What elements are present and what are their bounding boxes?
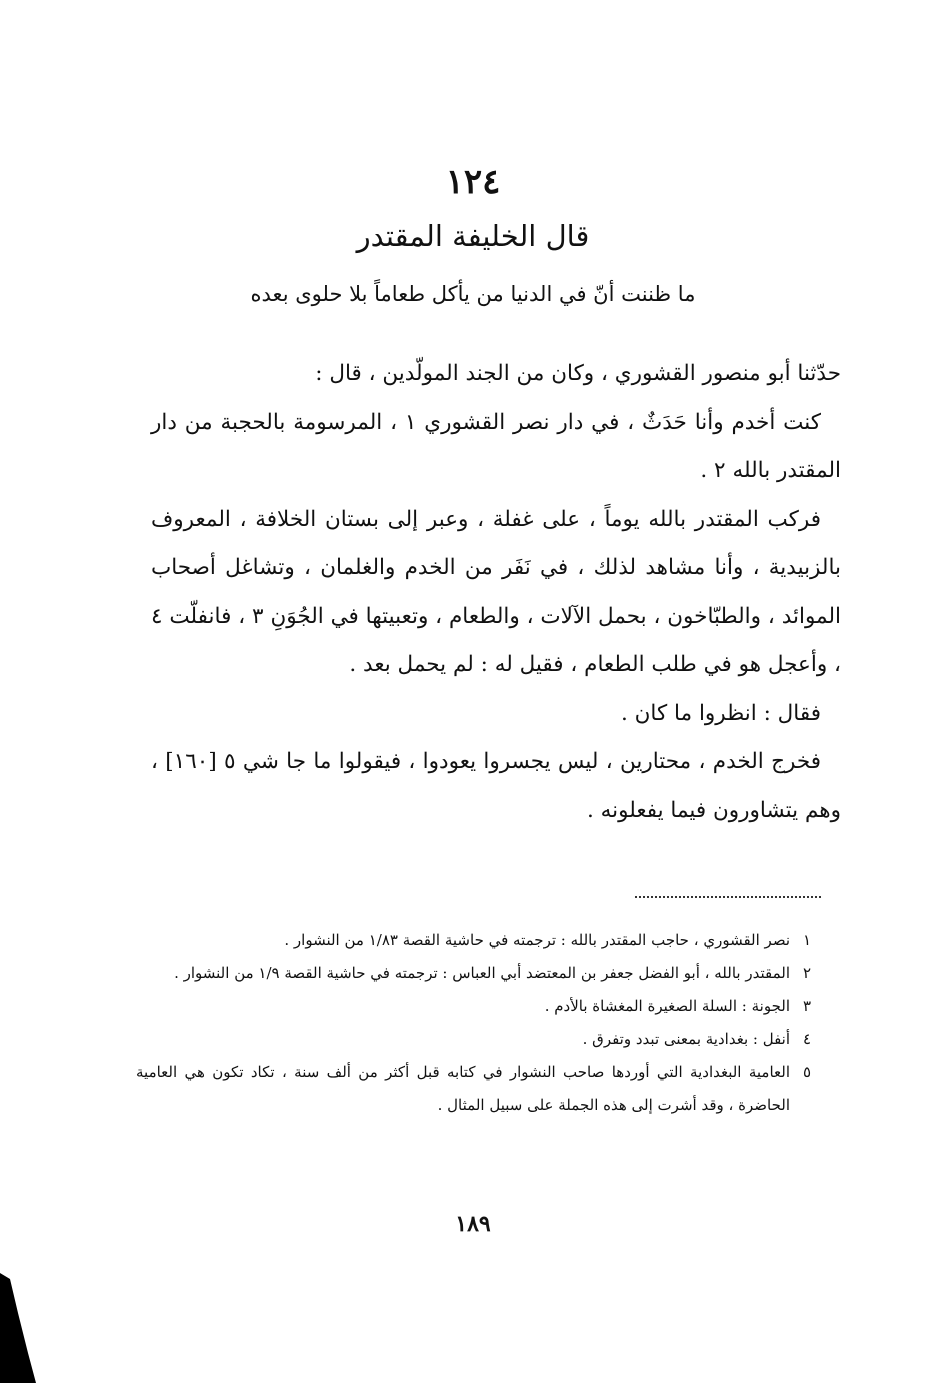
footnote-text: نصر القشوري ، حاجب المقتدر بالله : ترجمته في حاشية القصة ١/٨٣ من النشوار . [284,931,790,949]
footnote-text: الجونة : السلة الصغيرة المغشاة بالأدم . [544,997,790,1015]
footnote-item [136,957,816,990]
footnote-text: أنفل : بغدادية بمعنى تبدد وتفرق . [582,1030,790,1048]
scan-edge-shadow [0,1273,40,1383]
story-subtitle: ما ظننت أنّ في الدنيا من يأكل طعاماً بلا حلوى بعده [250,282,696,306]
body-paragraph: حدّثنا أبو منصور القشوري ، وكان من الجند المولّدين ، قال : [315,361,841,386]
page-number: ١٨٩ [455,1211,491,1237]
footnote-divider [635,896,821,898]
footnote-item [136,990,816,1023]
footnote-item [136,1023,816,1056]
footnote-item [136,924,816,957]
footnote-number: ١ [802,931,812,949]
body-paragraph: كنت أخدم وأنا حَدَثٌ ، في دار نصر القشوري ١ ، المرسومة بالحجبة من دار المقتدر بالله ٢ . [151,409,841,483]
story-number: ١٢٤ [445,162,501,202]
footnote-text: العامية البغدادية التي أوردها صاحب النشوار في كتابه قبل أكثر من ألف سنة ، تكاد تكون هي العامية الحاضرة ، وقد أشرت إلى هذه الجملة على سبيل المثال . [136,1063,790,1114]
body-paragraph: فقال : انظروا ما كان . [620,700,821,726]
body-paragraph: فركب المقتدر بالله يوماً ، على غفلة ، وعبر إلى بستان الخلافة ، المعروف بالزبيدية ، وأنا مشاهد لذلك ، في نَفَر من الخدم والغلمان ، وتشاغل أصحاب الموائد ، والطبّاخون ، بحمل الآلات ، والطعام ، وتعبيتها في الجُوَنِ ٣ ، فانفلّت ٤ ، وأعجل هو في طلب الطعام ، فقيل له : لم يحمل بعد . [151,506,842,677]
footnote-text: المقتدر بالله ، أبو الفضل جعفر بن المعتضد أبي العباس : ترجمته في حاشية القصة ١/٩ من النشوار . [174,964,790,982]
story-title: قال الخليفة المقتدر [356,219,590,253]
footnote-item [136,1056,816,1122]
footnote-number: ٣ [802,997,812,1015]
body-paragraph: فخرج الخدم ، محتارين ، ليس يجسروا يعودوا ، فيقولوا ما جا شي ٥ [١٦٠] ، وهم يتشاورون فيما يفعلونه . [151,749,841,823]
story-body [151,350,841,835]
footnotes-section [136,924,816,1122]
footnote-number: ٤ [802,1030,812,1048]
footnote-number: ٢ [802,964,812,982]
footnote-number: ٥ [802,1063,812,1081]
